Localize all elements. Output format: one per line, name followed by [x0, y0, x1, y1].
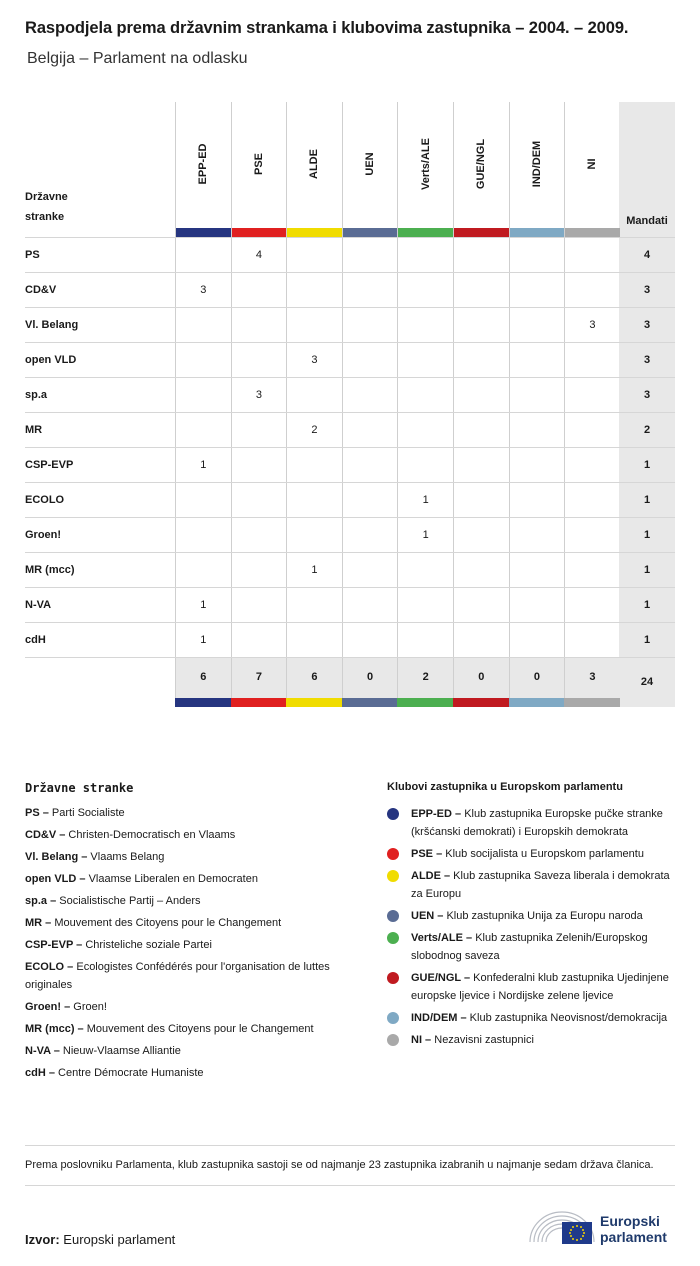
seat-cell	[286, 448, 342, 482]
seat-cell: 1	[397, 483, 453, 517]
group-name: ALDE	[308, 149, 321, 179]
group-full-name: Klub zastupnika Unija za Europu naroda	[443, 910, 643, 922]
seat-cell	[342, 273, 398, 307]
table-row	[25, 552, 675, 587]
table-header	[25, 102, 675, 237]
seat-cell	[231, 308, 287, 342]
seat-cell	[509, 553, 565, 587]
group-column-header	[397, 102, 453, 237]
seat-cell	[564, 343, 620, 377]
seat-cell: 1	[175, 588, 231, 622]
seat-cell	[453, 623, 509, 657]
group-color-dot-icon	[387, 870, 399, 882]
national-party-entry	[25, 998, 370, 1016]
seat-cell	[342, 308, 398, 342]
group-total: 6	[286, 658, 342, 698]
party-name: cdH	[25, 634, 46, 646]
group-color-bar	[565, 228, 620, 237]
seat-cell	[175, 518, 231, 552]
group-color-bar	[175, 698, 231, 707]
seat-cell	[509, 273, 565, 307]
party-full-name: Vlaams Belang	[87, 851, 165, 863]
group-total: 3	[564, 658, 620, 698]
party-full-name: Christeliche soziale Partei	[82, 939, 212, 951]
seat-cell	[342, 623, 398, 657]
group-color-bar	[454, 228, 509, 237]
national-party-entry	[25, 870, 370, 888]
party-name: open VLD	[25, 354, 77, 366]
seat-cell	[397, 448, 453, 482]
group-column-header	[509, 102, 565, 237]
group-full-name: Klub socijalista u Europskom parlamentu	[442, 848, 644, 860]
political-group-entry	[387, 1009, 677, 1027]
national-party-entry	[25, 914, 370, 932]
group-column-header	[231, 102, 287, 237]
seat-cell: 3	[564, 308, 620, 342]
party-abbreviation: MR –	[25, 917, 52, 929]
political-group-entry	[387, 845, 677, 863]
party-full-name: Christen-Democratisch en Vlaams	[65, 829, 236, 841]
row-total: 3	[619, 343, 675, 377]
group-color-bar	[176, 228, 231, 237]
seat-cell	[342, 238, 398, 272]
source-line	[25, 1232, 175, 1247]
row-total: 1	[619, 623, 675, 657]
row-total: 2	[619, 413, 675, 447]
seat-cell	[231, 413, 287, 447]
seat-cell: 1	[175, 448, 231, 482]
seat-cell	[397, 238, 453, 272]
group-name: Verts/ALE	[419, 138, 432, 190]
row-total: 1	[619, 448, 675, 482]
national-legend-heading: Državne stranke	[25, 781, 134, 795]
national-party-entry	[25, 1064, 370, 1082]
group-name: IND/DEM	[530, 140, 543, 188]
party-abbreviation: CSP-EVP –	[25, 939, 83, 951]
seat-cell	[397, 343, 453, 377]
seat-cell	[175, 553, 231, 587]
party-name: CD&V	[25, 284, 57, 296]
seat-cell	[509, 413, 565, 447]
table-row	[25, 377, 675, 412]
political-group-entry	[387, 969, 677, 1005]
group-color-bar	[286, 698, 342, 707]
national-party-entry	[25, 848, 370, 866]
political-group-entry	[387, 929, 677, 965]
national-party-entry	[25, 1042, 370, 1060]
seat-cell	[564, 553, 620, 587]
party-abbreviation: PS –	[25, 807, 49, 819]
table-row	[25, 447, 675, 482]
seat-cell	[286, 483, 342, 517]
mandates-header: Mandati	[619, 102, 675, 237]
party-abbreviation: ECOLO –	[25, 961, 74, 973]
source-label: Izvor:	[25, 1232, 60, 1247]
seat-cell	[175, 378, 231, 412]
seat-cell	[509, 343, 565, 377]
row-total: 1	[619, 588, 675, 622]
party-full-name: Nieuw-Vlaamse Alliantie	[59, 1045, 181, 1057]
group-abbreviation: GUE/NGL –	[411, 972, 471, 984]
seat-cell	[175, 343, 231, 377]
seat-cell	[453, 553, 509, 587]
row-total: 3	[619, 308, 675, 342]
seat-cell	[286, 623, 342, 657]
party-name: CSP-EVP	[25, 459, 74, 471]
seat-cell	[231, 623, 287, 657]
seat-cell: 3	[175, 273, 231, 307]
party-name: ECOLO	[25, 494, 65, 506]
seat-cell	[286, 308, 342, 342]
group-color-bar	[231, 698, 287, 707]
row-total: 1	[619, 483, 675, 517]
seat-cell	[231, 273, 287, 307]
seat-cell: 2	[286, 413, 342, 447]
table-row	[25, 237, 675, 272]
seat-cell	[564, 623, 620, 657]
party-full-name: Mouvement des Citoyens pour le Changement	[83, 1023, 314, 1035]
party-abbreviation: MR (mcc) –	[25, 1023, 84, 1035]
group-color-bar	[397, 698, 453, 707]
seat-cell	[397, 273, 453, 307]
group-abbreviation: NI –	[411, 1034, 432, 1046]
party-abbreviation: cdH –	[25, 1067, 55, 1079]
seat-cell	[397, 413, 453, 447]
seat-cell	[286, 588, 342, 622]
seat-cell	[397, 378, 453, 412]
seat-cell: 4	[231, 238, 287, 272]
group-total: 6	[175, 658, 231, 698]
party-full-name: Centre Démocrate Humaniste	[54, 1067, 204, 1079]
group-color-bar	[342, 698, 398, 707]
seat-cell	[509, 308, 565, 342]
table-row	[25, 517, 675, 552]
seat-cell: 3	[286, 343, 342, 377]
group-abbreviation: IND/DEM –	[411, 1012, 467, 1024]
party-abbreviation: Groen! –	[25, 1001, 71, 1013]
political-group-entry	[387, 805, 677, 841]
group-color-dot-icon	[387, 910, 399, 922]
seat-cell	[175, 308, 231, 342]
seat-cell	[509, 378, 565, 412]
seat-cell	[509, 588, 565, 622]
seat-cell	[453, 343, 509, 377]
group-abbreviation: EPP-ED –	[411, 808, 462, 820]
seat-cell	[453, 308, 509, 342]
seat-cell	[509, 238, 565, 272]
row-total: 3	[619, 273, 675, 307]
seat-cell	[175, 483, 231, 517]
seat-cell: 3	[231, 378, 287, 412]
national-party-entry	[25, 826, 370, 844]
european-parliament-logo	[528, 1208, 678, 1248]
group-color-bar	[343, 228, 398, 237]
party-name: PS	[25, 249, 40, 261]
table-row	[25, 587, 675, 622]
seat-cell	[453, 238, 509, 272]
seat-cell	[509, 623, 565, 657]
national-parties-header: Državne stranke	[25, 191, 68, 223]
seat-cell	[286, 238, 342, 272]
group-name: GUE/NGL	[475, 138, 488, 190]
party-name: Groen!	[25, 529, 62, 541]
political-group-entry	[387, 907, 677, 925]
seat-cell	[509, 483, 565, 517]
seat-cell	[564, 238, 620, 272]
party-full-name: Mouvement des Citoyens pour le Changement	[51, 917, 282, 929]
seat-cell	[564, 273, 620, 307]
group-color-dot-icon	[387, 808, 399, 820]
group-color-dot-icon	[387, 1012, 399, 1024]
party-abbreviation: CD&V –	[25, 829, 66, 841]
seat-cell	[286, 378, 342, 412]
seat-cell	[342, 378, 398, 412]
seat-cell	[509, 518, 565, 552]
row-total: 1	[619, 518, 675, 552]
political-group-entry	[387, 1031, 677, 1049]
seat-cell	[453, 378, 509, 412]
seat-cell	[286, 518, 342, 552]
seat-cell	[397, 623, 453, 657]
group-color-dot-icon	[387, 848, 399, 860]
group-total: 2	[397, 658, 453, 698]
party-full-name: Ecologistes Confédérés pour l'organisation de luttes originales	[25, 961, 330, 991]
group-full-name: Klub zastupnika Zelenih/Europskog slobodnog saveza	[411, 932, 648, 962]
party-abbreviation: Vl. Belang –	[25, 851, 88, 863]
seat-cell	[231, 553, 287, 587]
party-name: Vl. Belang	[25, 319, 79, 331]
group-total: 0	[509, 658, 565, 698]
national-party-entry	[25, 936, 370, 954]
seat-cell	[453, 448, 509, 482]
group-color-bar	[564, 698, 620, 707]
seat-cell	[564, 378, 620, 412]
group-total: 0	[453, 658, 509, 698]
group-column-header	[286, 102, 342, 237]
seat-cell	[342, 448, 398, 482]
seat-cell: 1	[397, 518, 453, 552]
seat-cell	[397, 308, 453, 342]
table-row	[25, 482, 675, 517]
seat-cell	[453, 518, 509, 552]
national-party-entry	[25, 1020, 370, 1038]
seat-cell: 1	[286, 553, 342, 587]
seat-cell	[175, 238, 231, 272]
group-name: EPP-ED	[197, 143, 210, 185]
seat-cell	[564, 518, 620, 552]
seat-cell	[342, 413, 398, 447]
seat-cell	[342, 553, 398, 587]
group-color-bar	[510, 228, 565, 237]
group-color-dot-icon	[387, 972, 399, 984]
seat-cell	[453, 413, 509, 447]
table-row	[25, 622, 675, 657]
group-color-bar	[398, 228, 453, 237]
group-color-bar	[232, 228, 287, 237]
seat-cell	[231, 483, 287, 517]
party-name: MR (mcc)	[25, 564, 75, 576]
national-party-entry	[25, 804, 370, 822]
group-abbreviation: Verts/ALE –	[411, 932, 473, 944]
group-color-dot-icon	[387, 932, 399, 944]
group-full-name: Klub zastupnika Neovisnost/demokracija	[466, 1012, 668, 1024]
group-color-dot-icon	[387, 1034, 399, 1046]
seat-cell	[397, 588, 453, 622]
group-total: 0	[342, 658, 398, 698]
group-full-name: Konfederalni klub zastupnika Ujedinjene europske ljevice i Nordijske zelene ljevice	[411, 972, 669, 1002]
seat-cell	[231, 518, 287, 552]
national-party-entry	[25, 958, 370, 994]
group-name: PSE	[252, 152, 265, 176]
distribution-table	[25, 102, 675, 706]
seat-cell	[286, 273, 342, 307]
group-full-name: Nezavisni zastupnici	[431, 1034, 534, 1046]
groups-legend-heading: Klubovi zastupnika u Europskom parlamentu	[387, 781, 623, 793]
page-subtitle: Belgija – Parlament na odlasku	[27, 50, 248, 67]
row-total: 4	[619, 238, 675, 272]
political-group-entry	[387, 867, 677, 903]
table-row	[25, 412, 675, 447]
group-abbreviation: PSE –	[411, 848, 443, 860]
seat-cell	[342, 343, 398, 377]
seat-cell	[231, 588, 287, 622]
seat-cell	[453, 483, 509, 517]
table-row	[25, 342, 675, 377]
group-name: UEN	[364, 152, 377, 176]
party-abbreviation: open VLD –	[25, 873, 86, 885]
group-full-name: Klub zastupnika Saveza liberala i demokrata za Europu	[411, 870, 670, 900]
seat-cell	[509, 448, 565, 482]
group-column-header	[342, 102, 398, 237]
party-full-name: Parti Socialiste	[48, 807, 125, 819]
group-column-header	[453, 102, 509, 237]
seat-cell	[564, 588, 620, 622]
page-title: Raspodjela prema državnim strankama i klubovima zastupnika – 2004. – 2009.	[25, 19, 629, 37]
party-name: MR	[25, 424, 43, 436]
party-full-name: Vlaamse Liberalen en Democraten	[85, 873, 258, 885]
table-row	[25, 307, 675, 342]
national-party-entry	[25, 892, 370, 910]
parliament-hemicycle-icon	[528, 1208, 596, 1246]
seat-cell	[453, 588, 509, 622]
seat-cell	[453, 273, 509, 307]
seat-cell	[564, 483, 620, 517]
group-abbreviation: ALDE –	[411, 870, 451, 882]
party-abbreviation: sp.a –	[25, 895, 57, 907]
logo-text: Europski parlament	[600, 1213, 667, 1245]
group-color-bar	[453, 698, 509, 707]
footnote: Prema poslovniku Parlamenta, klub zastupnika sastoji se od najmanje 23 zastupnika izabranih u najmanje sedam država članica.	[25, 1145, 675, 1186]
seat-cell	[231, 343, 287, 377]
national-parties-legend	[25, 781, 370, 1086]
party-full-name: Groen!	[70, 1001, 107, 1013]
group-total: 7	[231, 658, 287, 698]
party-name: N-VA	[25, 599, 52, 611]
seat-cell	[342, 483, 398, 517]
row-total: 3	[619, 378, 675, 412]
grand-total: 24	[619, 658, 675, 707]
group-column-header	[175, 102, 231, 237]
seat-cell	[342, 588, 398, 622]
group-name: NI	[586, 158, 599, 170]
table-body	[25, 237, 675, 657]
political-groups-legend	[387, 781, 677, 1053]
seat-cell	[342, 518, 398, 552]
source-value: Europski parlament	[63, 1232, 176, 1247]
seat-cell	[231, 448, 287, 482]
group-abbreviation: UEN –	[411, 910, 444, 922]
totals-row	[25, 657, 675, 706]
seat-cell	[175, 413, 231, 447]
group-color-bar	[509, 698, 565, 707]
row-total: 1	[619, 553, 675, 587]
group-column-header	[564, 102, 620, 237]
table-row	[25, 272, 675, 307]
seat-cell	[564, 413, 620, 447]
seat-cell: 1	[175, 623, 231, 657]
party-full-name: Socialistische Partij – Anders	[56, 895, 201, 907]
group-color-bar	[287, 228, 342, 237]
seat-cell	[397, 553, 453, 587]
party-abbreviation: N-VA –	[25, 1045, 60, 1057]
party-name: sp.a	[25, 389, 48, 401]
seat-cell	[564, 448, 620, 482]
group-full-name: Klub zastupnika Europske pučke stranke (kršćanski demokrati) i Europskih demokrata	[411, 808, 663, 838]
